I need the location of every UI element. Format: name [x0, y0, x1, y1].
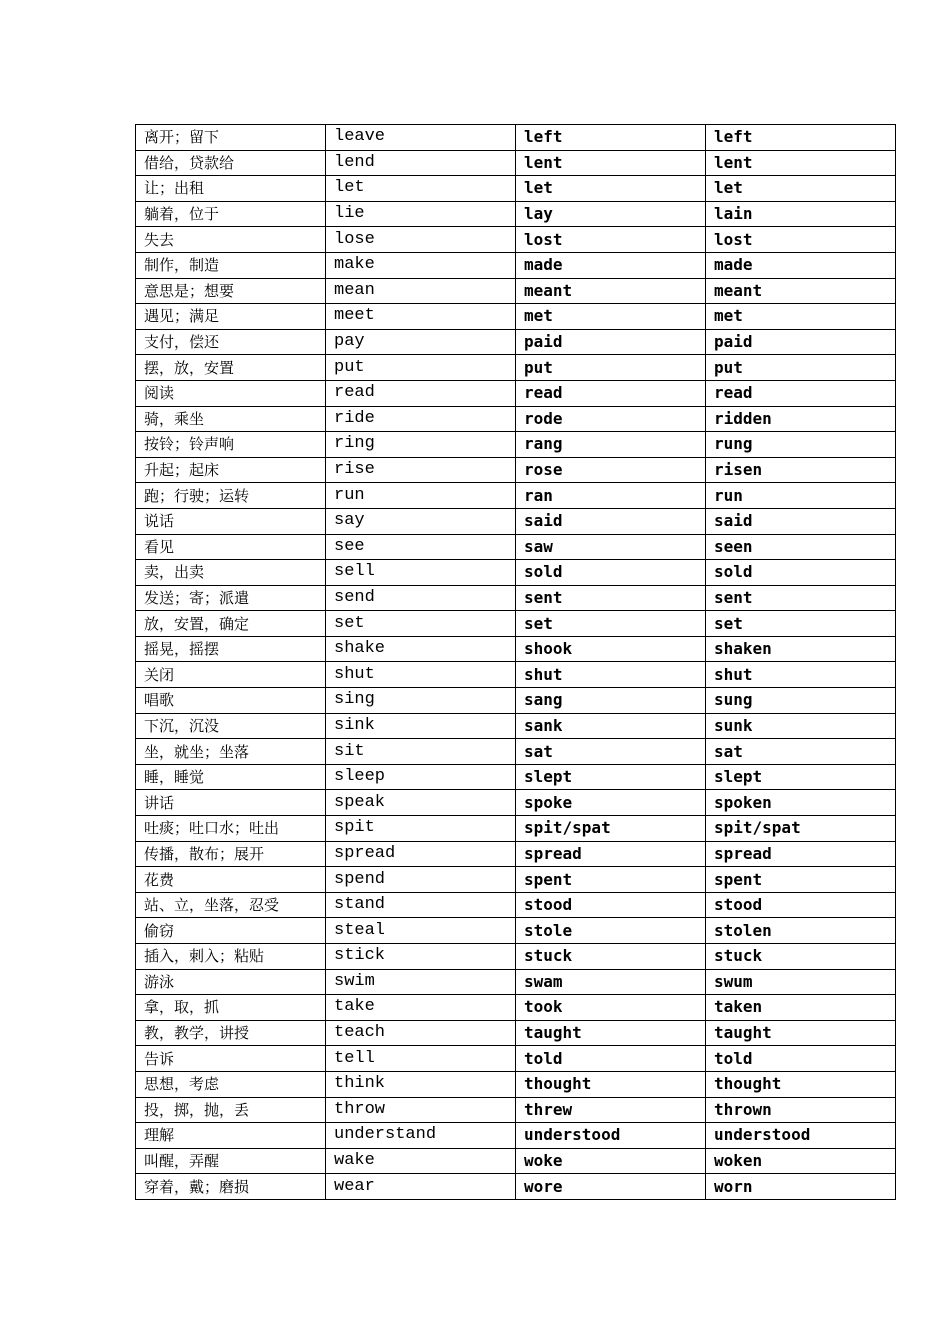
past-tense-cell: took	[516, 995, 706, 1021]
irregular-verb-table	[135, 124, 896, 1200]
base-form-cell: sleep	[326, 764, 516, 790]
chinese-meaning-cell: 坐，就坐；坐落	[136, 739, 326, 765]
past-participle-cell: ridden	[706, 406, 896, 432]
table-row	[136, 1071, 896, 1097]
chinese-meaning-cell: 遇见；满足	[136, 304, 326, 330]
chinese-meaning-cell: 看见	[136, 534, 326, 560]
base-form-cell: ring	[326, 432, 516, 458]
past-tense-cell: lay	[516, 201, 706, 227]
base-form-cell: ride	[326, 406, 516, 432]
past-tense-cell: woke	[516, 1148, 706, 1174]
base-form-cell: sit	[326, 739, 516, 765]
past-participle-cell: shaken	[706, 636, 896, 662]
past-participle-cell: worn	[706, 1174, 896, 1200]
past-participle-cell: left	[706, 125, 896, 151]
table-row	[136, 1174, 896, 1200]
base-form-cell: shake	[326, 636, 516, 662]
base-form-cell: read	[326, 380, 516, 406]
past-tense-cell: sang	[516, 688, 706, 714]
chinese-meaning-cell: 放，安置，确定	[136, 611, 326, 637]
past-participle-cell: said	[706, 508, 896, 534]
base-form-cell: meet	[326, 304, 516, 330]
chinese-meaning-cell: 摇晃，摇摆	[136, 636, 326, 662]
table-row	[136, 1046, 896, 1072]
table-row	[136, 304, 896, 330]
past-participle-cell: let	[706, 176, 896, 202]
past-tense-cell: thought	[516, 1071, 706, 1097]
past-tense-cell: let	[516, 176, 706, 202]
base-form-cell: spend	[326, 867, 516, 893]
table-row	[136, 380, 896, 406]
base-form-cell: make	[326, 252, 516, 278]
past-participle-cell: spread	[706, 841, 896, 867]
past-tense-cell: sat	[516, 739, 706, 765]
past-participle-cell: thrown	[706, 1097, 896, 1123]
base-form-cell: stick	[326, 944, 516, 970]
past-tense-cell: spent	[516, 867, 706, 893]
past-participle-cell: seen	[706, 534, 896, 560]
past-tense-cell: met	[516, 304, 706, 330]
table-row	[136, 688, 896, 714]
past-participle-cell: run	[706, 483, 896, 509]
chinese-meaning-cell: 投，掷，抛，丢	[136, 1097, 326, 1123]
base-form-cell: put	[326, 355, 516, 381]
base-form-cell: lie	[326, 201, 516, 227]
table-row	[136, 483, 896, 509]
past-tense-cell: lent	[516, 150, 706, 176]
past-participle-cell: understood	[706, 1123, 896, 1149]
base-form-cell: sell	[326, 560, 516, 586]
past-participle-cell: sung	[706, 688, 896, 714]
table-row	[136, 764, 896, 790]
chinese-meaning-cell: 离开；留下	[136, 125, 326, 151]
past-tense-cell: taught	[516, 1020, 706, 1046]
past-tense-cell: sold	[516, 560, 706, 586]
past-participle-cell: woken	[706, 1148, 896, 1174]
chinese-meaning-cell: 发送；寄；派遣	[136, 585, 326, 611]
chinese-meaning-cell: 游泳	[136, 969, 326, 995]
past-tense-cell: set	[516, 611, 706, 637]
table-row	[136, 508, 896, 534]
chinese-meaning-cell: 偷窃	[136, 918, 326, 944]
chinese-meaning-cell: 吐痰；吐口水；吐出	[136, 816, 326, 842]
past-tense-cell: threw	[516, 1097, 706, 1123]
chinese-meaning-cell: 失去	[136, 227, 326, 253]
past-tense-cell: wore	[516, 1174, 706, 1200]
chinese-meaning-cell: 站、立，坐落，忍受	[136, 892, 326, 918]
base-form-cell: spit	[326, 816, 516, 842]
past-participle-cell: sent	[706, 585, 896, 611]
table-row	[136, 534, 896, 560]
past-participle-cell: lent	[706, 150, 896, 176]
past-tense-cell: understood	[516, 1123, 706, 1149]
table-row	[136, 227, 896, 253]
base-form-cell: mean	[326, 278, 516, 304]
table-row	[136, 432, 896, 458]
table-row	[136, 918, 896, 944]
past-participle-cell: spit/spat	[706, 816, 896, 842]
table-row	[136, 176, 896, 202]
past-participle-cell: lost	[706, 227, 896, 253]
chinese-meaning-cell: 传播，散布；展开	[136, 841, 326, 867]
past-participle-cell: risen	[706, 457, 896, 483]
past-participle-cell: sat	[706, 739, 896, 765]
past-tense-cell: rose	[516, 457, 706, 483]
past-participle-cell: meant	[706, 278, 896, 304]
past-tense-cell: stood	[516, 892, 706, 918]
past-participle-cell: lain	[706, 201, 896, 227]
chinese-meaning-cell: 拿，取，抓	[136, 995, 326, 1021]
past-participle-cell: slept	[706, 764, 896, 790]
past-tense-cell: stuck	[516, 944, 706, 970]
chinese-meaning-cell: 教，教学，讲授	[136, 1020, 326, 1046]
chinese-meaning-cell: 意思是；想要	[136, 278, 326, 304]
table-row	[136, 611, 896, 637]
table-row	[136, 892, 896, 918]
past-tense-cell: paid	[516, 329, 706, 355]
past-tense-cell: meant	[516, 278, 706, 304]
verb-table-body	[136, 125, 896, 1200]
table-row	[136, 739, 896, 765]
past-tense-cell: saw	[516, 534, 706, 560]
base-form-cell: sink	[326, 713, 516, 739]
table-row	[136, 636, 896, 662]
past-tense-cell: read	[516, 380, 706, 406]
base-form-cell: run	[326, 483, 516, 509]
past-participle-cell: taught	[706, 1020, 896, 1046]
base-form-cell: lend	[326, 150, 516, 176]
base-form-cell: teach	[326, 1020, 516, 1046]
past-participle-cell: shut	[706, 662, 896, 688]
table-row	[136, 585, 896, 611]
base-form-cell: think	[326, 1071, 516, 1097]
chinese-meaning-cell: 支付，偿还	[136, 329, 326, 355]
past-tense-cell: rang	[516, 432, 706, 458]
chinese-meaning-cell: 卖，出卖	[136, 560, 326, 586]
past-tense-cell: lost	[516, 227, 706, 253]
base-form-cell: let	[326, 176, 516, 202]
chinese-meaning-cell: 说话	[136, 508, 326, 534]
chinese-meaning-cell: 插入，刺入；粘贴	[136, 944, 326, 970]
chinese-meaning-cell: 躺着，位于	[136, 201, 326, 227]
past-tense-cell: slept	[516, 764, 706, 790]
past-tense-cell: told	[516, 1046, 706, 1072]
table-row	[136, 1020, 896, 1046]
past-participle-cell: taken	[706, 995, 896, 1021]
past-tense-cell: spoke	[516, 790, 706, 816]
table-row	[136, 457, 896, 483]
base-form-cell: sing	[326, 688, 516, 714]
table-row	[136, 841, 896, 867]
chinese-meaning-cell: 借给，贷款给	[136, 150, 326, 176]
chinese-meaning-cell: 制作，制造	[136, 252, 326, 278]
chinese-meaning-cell: 下沉，沉没	[136, 713, 326, 739]
chinese-meaning-cell: 告诉	[136, 1046, 326, 1072]
past-tense-cell: made	[516, 252, 706, 278]
base-form-cell: send	[326, 585, 516, 611]
base-form-cell: leave	[326, 125, 516, 151]
past-participle-cell: read	[706, 380, 896, 406]
table-row	[136, 1097, 896, 1123]
chinese-meaning-cell: 叫醒，弄醒	[136, 1148, 326, 1174]
base-form-cell: understand	[326, 1123, 516, 1149]
table-row	[136, 969, 896, 995]
past-tense-cell: left	[516, 125, 706, 151]
past-participle-cell: made	[706, 252, 896, 278]
past-tense-cell: shut	[516, 662, 706, 688]
base-form-cell: rise	[326, 457, 516, 483]
base-form-cell: pay	[326, 329, 516, 355]
base-form-cell: take	[326, 995, 516, 1021]
past-participle-cell: told	[706, 1046, 896, 1072]
table-row	[136, 355, 896, 381]
chinese-meaning-cell: 骑，乘坐	[136, 406, 326, 432]
past-tense-cell: shook	[516, 636, 706, 662]
table-row	[136, 406, 896, 432]
past-participle-cell: paid	[706, 329, 896, 355]
past-participle-cell: spent	[706, 867, 896, 893]
past-participle-cell: stuck	[706, 944, 896, 970]
past-tense-cell: rode	[516, 406, 706, 432]
base-form-cell: speak	[326, 790, 516, 816]
chinese-meaning-cell: 关闭	[136, 662, 326, 688]
table-row	[136, 125, 896, 151]
table-row	[136, 252, 896, 278]
past-tense-cell: stole	[516, 918, 706, 944]
base-form-cell: say	[326, 508, 516, 534]
past-participle-cell: sunk	[706, 713, 896, 739]
base-form-cell: wear	[326, 1174, 516, 1200]
past-tense-cell: ran	[516, 483, 706, 509]
base-form-cell: throw	[326, 1097, 516, 1123]
past-participle-cell: thought	[706, 1071, 896, 1097]
chinese-meaning-cell: 理解	[136, 1123, 326, 1149]
chinese-meaning-cell: 穿着，戴；磨损	[136, 1174, 326, 1200]
base-form-cell: wake	[326, 1148, 516, 1174]
past-participle-cell: spoken	[706, 790, 896, 816]
past-participle-cell: put	[706, 355, 896, 381]
past-participle-cell: stolen	[706, 918, 896, 944]
base-form-cell: set	[326, 611, 516, 637]
base-form-cell: swim	[326, 969, 516, 995]
chinese-meaning-cell: 让；出租	[136, 176, 326, 202]
table-row	[136, 662, 896, 688]
table-row	[136, 867, 896, 893]
table-row	[136, 713, 896, 739]
table-row	[136, 560, 896, 586]
past-tense-cell: said	[516, 508, 706, 534]
chinese-meaning-cell: 按铃；铃声响	[136, 432, 326, 458]
chinese-meaning-cell: 睡，睡觉	[136, 764, 326, 790]
table-row	[136, 816, 896, 842]
past-participle-cell: set	[706, 611, 896, 637]
chinese-meaning-cell: 阅读	[136, 380, 326, 406]
past-tense-cell: sank	[516, 713, 706, 739]
past-tense-cell: swam	[516, 969, 706, 995]
past-tense-cell: spread	[516, 841, 706, 867]
table-row	[136, 329, 896, 355]
past-participle-cell: met	[706, 304, 896, 330]
chinese-meaning-cell: 花费	[136, 867, 326, 893]
past-participle-cell: stood	[706, 892, 896, 918]
table-row	[136, 201, 896, 227]
table-row	[136, 1148, 896, 1174]
base-form-cell: lose	[326, 227, 516, 253]
chinese-meaning-cell: 唱歌	[136, 688, 326, 714]
base-form-cell: spread	[326, 841, 516, 867]
table-row	[136, 944, 896, 970]
chinese-meaning-cell: 摆，放，安置	[136, 355, 326, 381]
table-row	[136, 1123, 896, 1149]
base-form-cell: tell	[326, 1046, 516, 1072]
base-form-cell: see	[326, 534, 516, 560]
past-participle-cell: swum	[706, 969, 896, 995]
table-row	[136, 278, 896, 304]
chinese-meaning-cell: 跑；行驶；运转	[136, 483, 326, 509]
chinese-meaning-cell: 升起；起床	[136, 457, 326, 483]
base-form-cell: steal	[326, 918, 516, 944]
past-tense-cell: spit/spat	[516, 816, 706, 842]
base-form-cell: stand	[326, 892, 516, 918]
table-row	[136, 995, 896, 1021]
table-row	[136, 790, 896, 816]
past-tense-cell: sent	[516, 585, 706, 611]
chinese-meaning-cell: 讲话	[136, 790, 326, 816]
base-form-cell: shut	[326, 662, 516, 688]
table-row	[136, 150, 896, 176]
past-participle-cell: rung	[706, 432, 896, 458]
past-participle-cell: sold	[706, 560, 896, 586]
past-tense-cell: put	[516, 355, 706, 381]
chinese-meaning-cell: 思想，考虑	[136, 1071, 326, 1097]
